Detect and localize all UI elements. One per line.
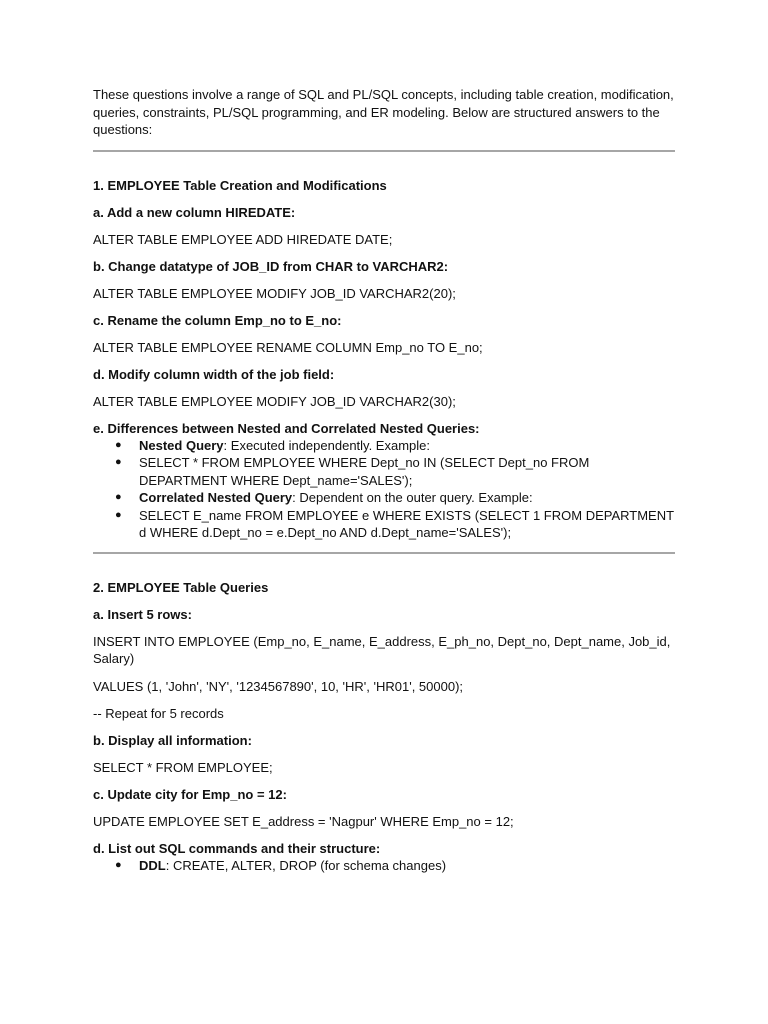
question-heading: e. Differences between Nested and Correlated Nested Queries: — [93, 420, 480, 436]
section-heading: 2. EMPLOYEE Table Queries — [93, 579, 269, 595]
intro-paragraph: These questions involve a range of SQL and PL/SQL concepts, including table creation, modification, queries, constraints, PL/SQL programming, and ER modeling. Below are structured answers to the questions: — [93, 87, 674, 137]
list-item-text: : Dependent on the outer query. Example: — [292, 490, 533, 505]
bullet-icon: ● — [115, 456, 122, 468]
list-item-text: : CREATE, ALTER, DROP (for schema changes) — [165, 857, 447, 873]
list-item — [93, 489, 675, 507]
bullet-list — [93, 857, 675, 875]
question-heading: b. Change datatype of JOB_ID from CHAR to VARCHAR2: — [93, 258, 449, 274]
list-item-text: SELECT E_name FROM EMPLOYEE e WHERE EXISTS (SELECT 1 FROM DEPARTMENT d WHERE d.Dept_no = e.Dept_no AND d.Dept_name='SALES'); — [139, 507, 674, 540]
bullet-icon: ● — [115, 508, 122, 521]
list-item-term: DDL — [139, 857, 166, 873]
code-line: -- Repeat for 5 records — [93, 705, 224, 721]
question-heading: b. Display all information: — [93, 732, 252, 748]
list-item — [93, 454, 675, 489]
code-line: VALUES (1, 'John', 'NY', '1234567890', 10, 'HR', 'HR01', 50000); — [93, 678, 464, 694]
question-heading: a. Insert 5 rows: — [93, 606, 192, 622]
code-line: UPDATE EMPLOYEE SET E_address = 'Nagpur' WHERE Emp_no = 12; — [93, 813, 514, 829]
code-line: ALTER TABLE EMPLOYEE ADD HIREDATE DATE; — [93, 231, 393, 247]
bullet-icon: ● — [115, 438, 122, 451]
code-line: ALTER TABLE EMPLOYEE MODIFY JOB_ID VARCHAR2(30); — [93, 393, 456, 409]
list-item-text: SELECT * FROM EMPLOYEE WHERE Dept_no IN (SELECT Dept_no FROM DEPARTMENT WHERE Dept_name='SALES'); — [139, 455, 590, 488]
question-heading: d. Modify column width of the job field: — [93, 366, 335, 382]
list-item — [93, 507, 675, 542]
code-line: ALTER TABLE EMPLOYEE MODIFY JOB_ID VARCHAR2(20); — [93, 285, 456, 301]
question-heading: d. List out SQL commands and their structure: — [93, 840, 381, 856]
horizontal-rule — [93, 150, 675, 152]
list-item — [93, 857, 675, 875]
question-heading: c. Update city for Emp_no = 12: — [93, 786, 287, 802]
document-page — [93, 86, 675, 874]
code-line: SELECT * FROM EMPLOYEE; — [93, 759, 273, 775]
list-item-term: Correlated Nested Query — [139, 490, 293, 505]
section-heading: 1. EMPLOYEE Table Creation and Modifications — [93, 177, 387, 193]
horizontal-rule — [93, 552, 675, 554]
list-item — [93, 437, 675, 455]
code-line: INSERT INTO EMPLOYEE (Emp_no, E_name, E_address, E_ph_no, Dept_no, Dept_name, Job_id, Salary) — [93, 633, 671, 666]
question-heading: a. Add a new column HIREDATE: — [93, 204, 296, 220]
list-item-text: : Executed independently. Example: — [223, 437, 430, 453]
code-line: ALTER TABLE EMPLOYEE RENAME COLUMN Emp_no TO E_no; — [93, 339, 483, 355]
bullet-icon: ● — [115, 491, 122, 503]
question-heading: c. Rename the column Emp_no to E_no: — [93, 312, 342, 328]
bullet-list — [93, 437, 675, 542]
list-item-term: Nested Query — [139, 437, 224, 453]
bullet-icon: ● — [115, 858, 122, 871]
